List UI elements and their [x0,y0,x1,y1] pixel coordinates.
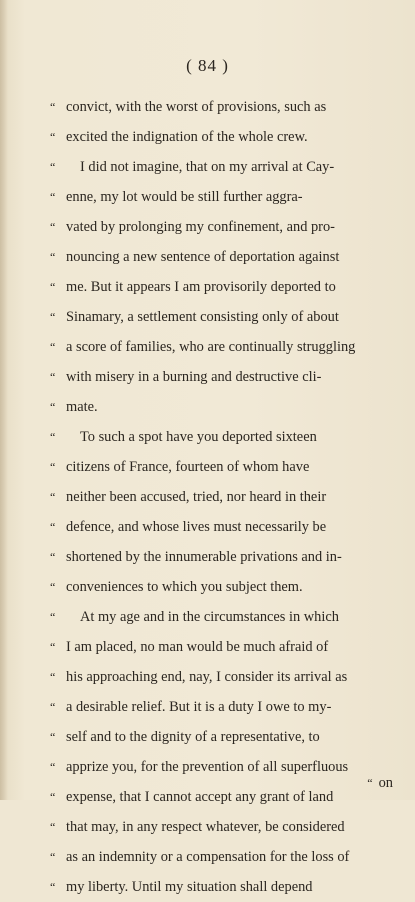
text-line [50,692,395,722]
line-text: a score of families, who are continually struggling [66,339,356,355]
quote-mark: “ [50,700,56,714]
line-text: enne, my lot would be still further aggra- [66,189,303,205]
line-text: his approaching end, nay, I consider its arrival as [66,669,348,685]
line-text: me. But it appears I am provisorily deported to [66,279,336,295]
line-text: apprize you, for the prevention of all superfluous [66,759,349,775]
line-text: my liberty. Until my situation shall depend [66,879,313,895]
quote-mark: “ [50,400,56,414]
text-line [50,362,395,392]
quote-mark: “ [50,550,56,564]
quote-mark: “ [367,776,373,790]
line-text: At my age and in the circumstances in which [80,609,339,625]
text-line [50,452,395,482]
line-text: neither been accused, tried, nor heard in their [66,489,327,505]
quote-mark: “ [50,310,56,324]
quote-mark: “ [50,820,56,834]
text-line [50,272,395,302]
quote-mark: “ [50,100,56,114]
text-line [50,152,395,182]
quote-mark: “ [50,220,56,234]
quote-mark: “ [50,610,56,624]
quote-mark: “ [50,520,56,534]
text-line [50,512,395,542]
body-text [50,92,395,902]
line-text: defence, and whose lives must necessarily be [66,519,327,535]
line-text: shortened by the innumerable privations and in- [66,549,342,565]
quote-mark: “ [50,370,56,384]
line-text: as an indemnity or a compensation for the loss of [66,849,350,865]
quote-mark: “ [50,130,56,144]
line-text: mate. [66,399,98,415]
text-line [50,392,395,422]
text-line [50,632,395,662]
catchword [367,775,393,792]
quote-mark: “ [50,730,56,744]
text-line [50,602,395,632]
text-line [50,722,395,752]
page-gutter-shadow [0,0,8,800]
text-line [50,812,395,842]
quote-mark: “ [50,190,56,204]
line-text: with misery in a burning and destructive cli- [66,369,322,385]
text-line [50,182,395,212]
line-text: citizens of France, fourteen of whom have [66,459,310,475]
text-line [50,422,395,452]
text-line [50,782,395,812]
line-text: To such a spot have you deported sixteen [80,429,317,445]
text-line [50,662,395,692]
quote-mark: “ [50,250,56,264]
line-text: Sinamary, a settlement consisting only of about [66,309,339,325]
text-line [50,92,395,122]
quote-mark: “ [50,850,56,864]
line-text: conveniences to which you subject them. [66,579,303,595]
text-line [50,752,395,782]
line-text: vated by prolonging my confinement, and pro- [66,219,335,235]
line-text: nouncing a new sentence of deportation against [66,249,340,265]
quote-mark: “ [50,340,56,354]
text-line [50,302,395,332]
catchword-text: on [378,775,393,791]
line-text: excited the indignation of the whole crew. [66,129,308,145]
text-line [50,122,395,152]
text-line [50,242,395,272]
quote-mark: “ [50,760,56,774]
quote-mark: “ [50,460,56,474]
quote-mark: “ [50,790,56,804]
quote-mark: “ [50,580,56,594]
quote-mark: “ [50,430,56,444]
line-text: a desirable relief. But it is a duty I owe to my- [66,699,332,715]
quote-mark: “ [50,880,56,894]
line-text: that may, in any respect whatever, be considered [66,819,345,835]
line-text: convict, with the worst of provisions, such as [66,99,327,115]
line-text: I did not imagine, that on my arrival at Cay- [80,159,335,175]
text-line [50,332,395,362]
page-number-header: ( 84 ) [186,56,229,75]
text-line [50,842,395,872]
text-line [50,572,395,602]
quote-mark: “ [50,670,56,684]
line-text: I am placed, no man would be much afraid of [66,639,329,655]
quote-mark: “ [50,160,56,174]
line-text: expense, that I cannot accept any grant of land [66,789,334,805]
line-text: self and to the dignity of a representative, to [66,729,320,745]
quote-mark: “ [50,640,56,654]
quote-mark: “ [50,280,56,294]
text-line [50,542,395,572]
text-line [50,212,395,242]
text-line [50,872,395,902]
quote-mark: “ [50,490,56,504]
text-line [50,482,395,512]
